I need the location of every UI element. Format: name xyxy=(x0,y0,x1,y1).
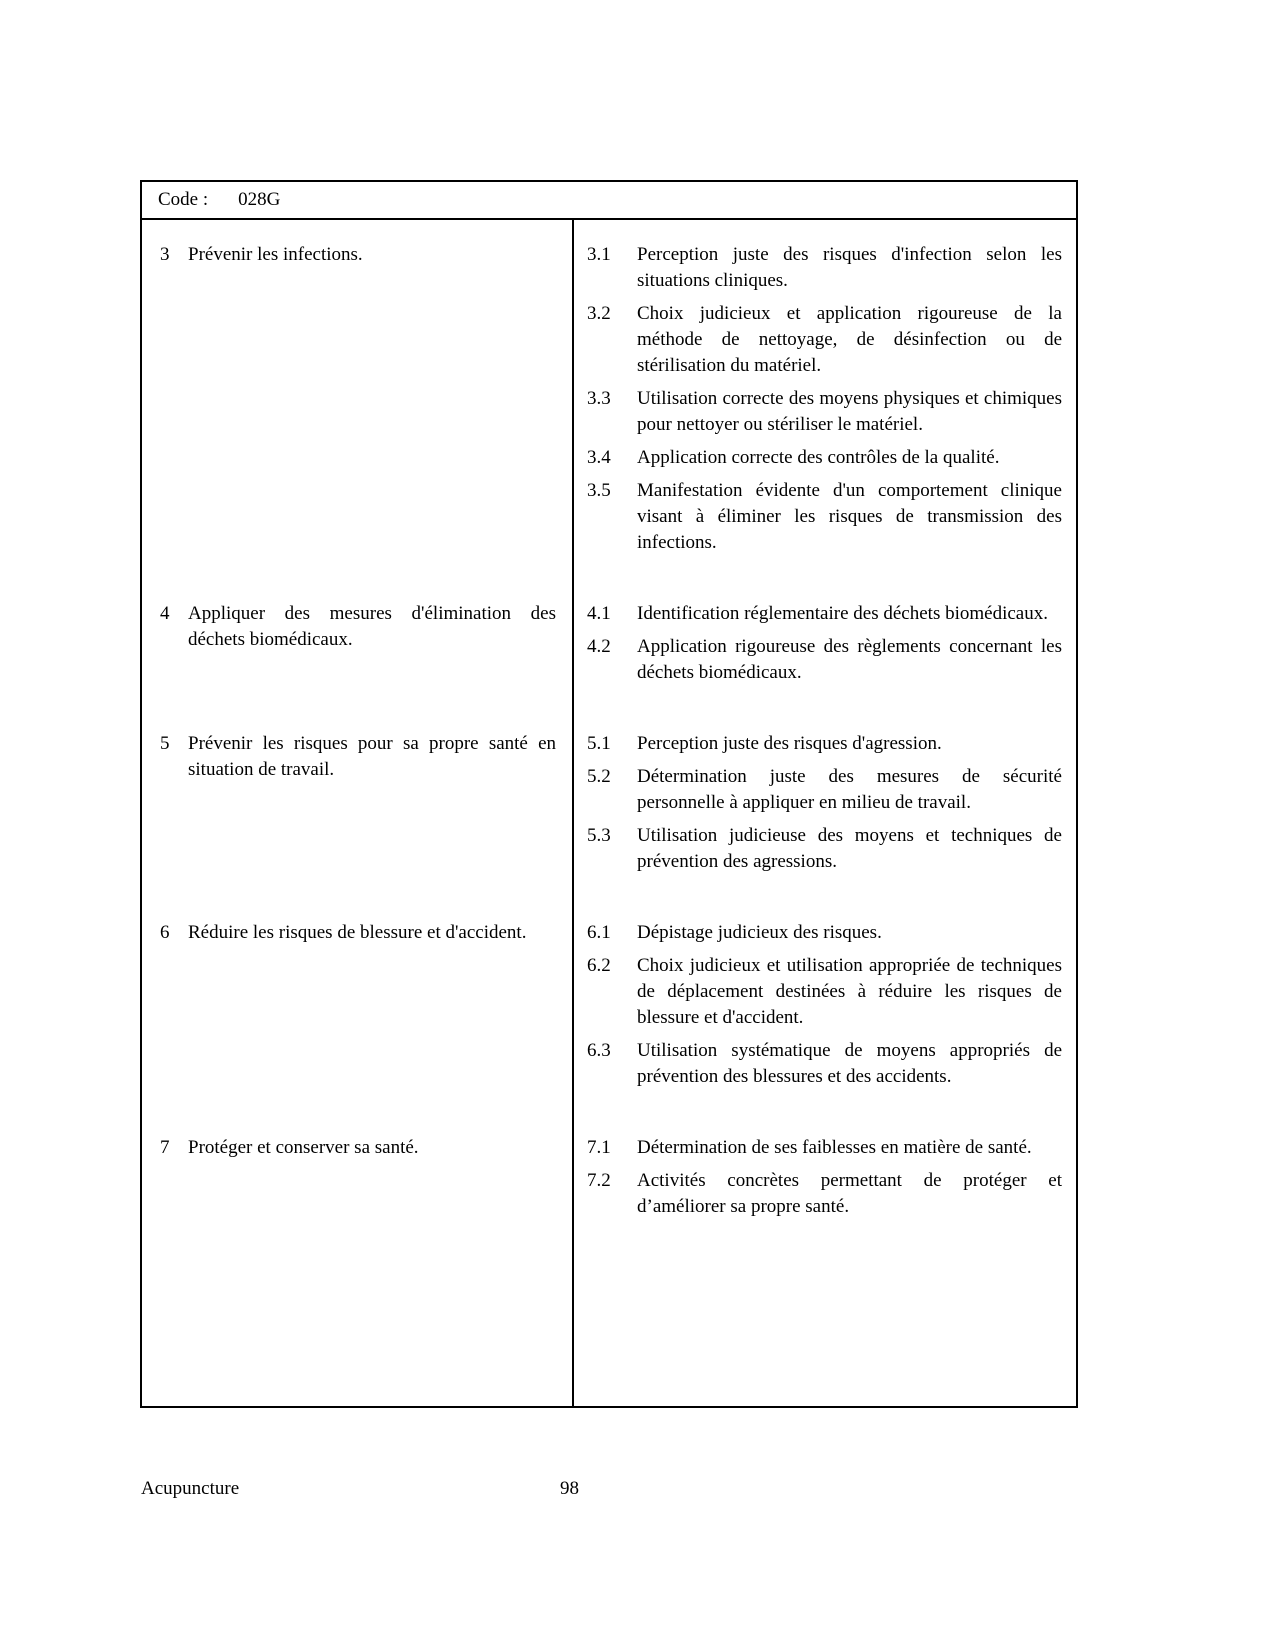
criterion-number: 7.1 xyxy=(587,1137,611,1159)
criterion-text: Utilisation judicieuse des moyens et techniques de prévention des agressions. xyxy=(637,825,1062,873)
table-row xyxy=(142,1135,1076,1227)
criterion-item xyxy=(587,634,1062,686)
objective-number: 4 xyxy=(160,603,170,625)
criterion-text: Identification réglementaire des déchets biomédicaux. xyxy=(637,603,1048,625)
criterion-number: 3.5 xyxy=(587,480,611,502)
objective-text: Protéger et conserver sa santé. xyxy=(188,1137,419,1159)
objective-item xyxy=(160,242,556,268)
criterion-text: Choix judicieux et utilisation appropriée de techniques de déplacement destinées à réduire les risques de blessure et d'accident. xyxy=(637,955,1062,1029)
criterion-item xyxy=(587,386,1062,438)
criterion-item xyxy=(587,445,1062,471)
criterion-text: Choix judicieux et application rigoureuse de la méthode de nettoyage, de désinfection ou de stérilisation du matériel. xyxy=(637,303,1062,377)
code-value: 028G xyxy=(238,189,281,210)
objective-item xyxy=(160,920,556,946)
objective-cell xyxy=(142,1135,572,1227)
objective-number: 7 xyxy=(160,1137,170,1159)
table-row xyxy=(142,920,1076,1097)
criterion-item xyxy=(587,823,1062,875)
criterion-text: Dépistage judicieux des risques. xyxy=(637,922,882,944)
table-row xyxy=(142,731,1076,882)
objective-cell xyxy=(142,601,572,693)
objective-text: Réduire les risques de blessure et d'accident. xyxy=(188,922,527,944)
criteria-cell xyxy=(572,731,1076,882)
objective-item xyxy=(160,731,556,783)
criterion-text: Application rigoureuse des règlements concernant les déchets biomédicaux. xyxy=(637,636,1062,684)
criteria-cell xyxy=(572,1135,1076,1227)
criterion-text: Perception juste des risques d'agression. xyxy=(637,733,942,755)
objective-text: Prévenir les infections. xyxy=(188,244,363,265)
criterion-text: Utilisation systématique de moyens appropriés de prévention des blessures et des accidents. xyxy=(637,1040,1062,1088)
criteria-cell xyxy=(572,920,1076,1097)
criterion-text: Détermination de ses faiblesses en matière de santé. xyxy=(637,1137,1032,1159)
criterion-item xyxy=(587,1038,1062,1090)
criterion-text: Utilisation correcte des moyens physiques et chimiques pour nettoyer ou stériliser le matériel. xyxy=(637,388,1062,436)
footer-page-number: 98 xyxy=(560,1478,579,1499)
objective-text: Appliquer des mesures d'élimination des déchets biomédicaux. xyxy=(188,603,556,651)
criterion-number: 5.3 xyxy=(587,825,611,847)
criterion-number: 3.2 xyxy=(587,303,611,325)
table-row xyxy=(142,242,1076,563)
criterion-number: 4.1 xyxy=(587,603,611,625)
criterion-item xyxy=(587,1135,1062,1161)
criterion-text: Manifestation évidente d'un comportement clinique visant à éliminer les risques de transmission des infections. xyxy=(637,480,1062,554)
footer-doc-title: Acupuncture xyxy=(141,1478,240,1499)
column-divider xyxy=(572,220,574,1406)
objective-cell xyxy=(142,731,572,882)
table-header xyxy=(142,182,1076,220)
criterion-item xyxy=(587,920,1062,946)
objectives-table xyxy=(140,180,1078,1408)
criterion-number: 7.2 xyxy=(587,1170,611,1192)
criterion-text: Perception juste des risques d'infection selon les situations cliniques. xyxy=(637,244,1062,292)
criterion-text: Application correcte des contrôles de la qualité. xyxy=(637,447,1000,469)
code-label: Code : xyxy=(158,189,209,210)
criteria-cell xyxy=(572,242,1076,563)
criterion-item xyxy=(587,731,1062,757)
criterion-number: 3.1 xyxy=(587,244,611,265)
criterion-item xyxy=(587,242,1062,294)
table-row xyxy=(142,601,1076,693)
objective-item xyxy=(160,1135,556,1161)
criterion-number: 4.2 xyxy=(587,636,611,658)
criterion-number: 6.1 xyxy=(587,922,611,944)
criterion-item xyxy=(587,953,1062,1031)
criterion-number: 6.2 xyxy=(587,955,611,977)
criterion-item xyxy=(587,601,1062,627)
objective-number: 6 xyxy=(160,922,170,944)
objective-item xyxy=(160,601,556,653)
criteria-cell xyxy=(572,601,1076,693)
criterion-item xyxy=(587,1168,1062,1220)
objective-text: Prévenir les risques pour sa propre santé en situation de travail. xyxy=(188,733,556,781)
table-body xyxy=(142,220,1076,1406)
criterion-number: 5.2 xyxy=(587,766,611,788)
objective-cell xyxy=(142,242,572,563)
criterion-item xyxy=(587,764,1062,816)
objective-cell xyxy=(142,920,572,1097)
criterion-text: Détermination juste des mesures de sécurité personnelle à appliquer en milieu de travail. xyxy=(637,766,1062,814)
objective-number: 3 xyxy=(160,244,170,265)
criterion-item xyxy=(587,478,1062,556)
criterion-item xyxy=(587,301,1062,379)
objective-number: 5 xyxy=(160,733,170,755)
criterion-number: 6.3 xyxy=(587,1040,611,1062)
criterion-number: 3.4 xyxy=(587,447,611,469)
criterion-text: Activités concrètes permettant de protéger et d’améliorer sa propre santé. xyxy=(637,1170,1062,1218)
criterion-number: 3.3 xyxy=(587,388,611,410)
criterion-number: 5.1 xyxy=(587,733,611,755)
